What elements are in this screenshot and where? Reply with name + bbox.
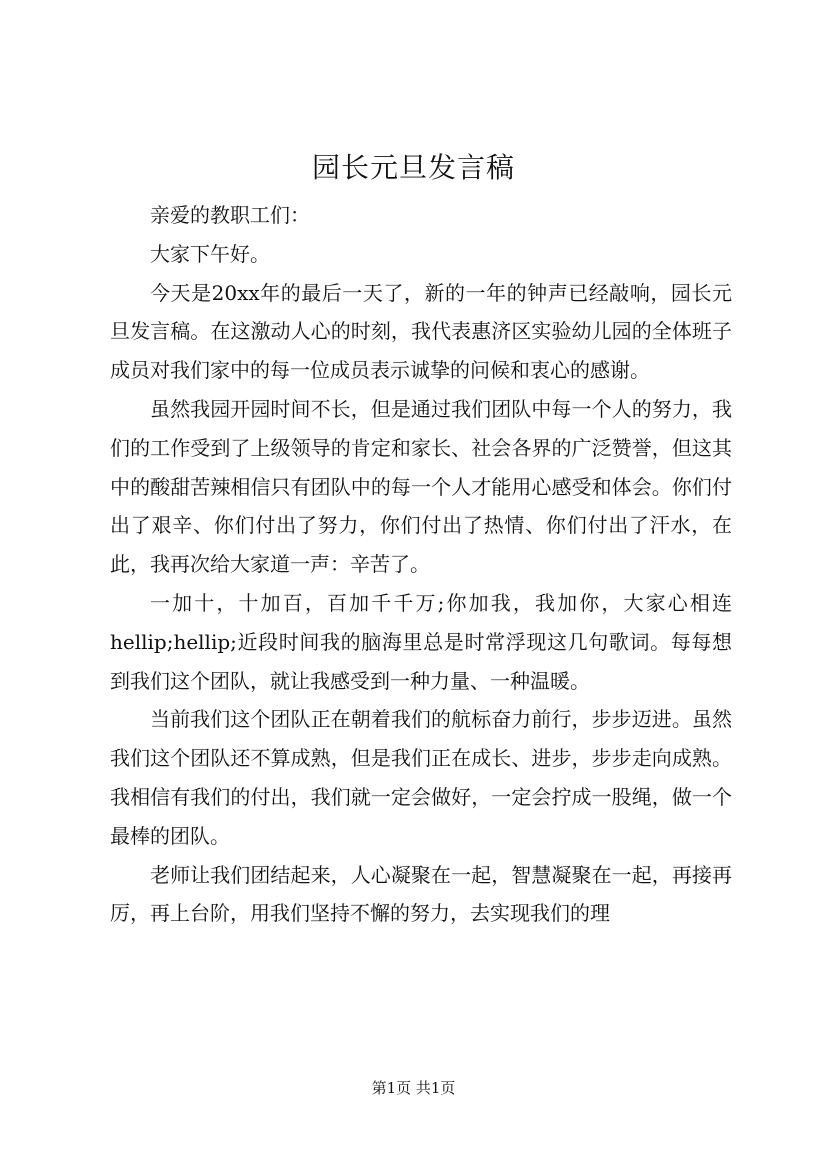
page-number-footer: 第1页 共1页 <box>371 1079 456 1097</box>
salutation-paragraph: 亲爱的教职工们： <box>150 203 310 227</box>
body-paragraph: 当前我们这个团队正在朝着我们的航标奋力前行，步步迈进。虽然我们这个团队还不算成熟，但是我们正在成长、进步，步步走向成熟。我相信有我们的付出，我们就一定会做好，一定会拧成一股绳，做一个最棒的团队。 <box>110 707 732 848</box>
body-paragraph: 虽然我园开园时间不长，但是通过我们团队中每一个人的努力，我们的工作受到了上级领导的肯定和家长、社会各界的广泛赞誉，但这其中的酸甜苦辣相信只有团队中的每一个人才能用心感受和体会。你们付出了艰辛、你们付出了努力，你们付出了热情、你们付出了汗水，在此，我再次给大家道一声：辛苦了。 <box>110 396 732 577</box>
document-body <box>110 196 732 933</box>
greeting-paragraph: 大家下午好。 <box>150 241 270 266</box>
body-paragraph: 今天是20xx年的最后一天了，新的一年的钟声已经敲响，园长元旦发言稿。在这激动人心的时刻，我代表惠济区实验幼儿园的全体班子成员对我们家中的每一位成员表示诚挚的问候和衷心的感谢。 <box>110 280 732 383</box>
body-paragraph: 一加十，十加百，百加千千万;你加我，我加你，大家心相连 hellip;hellip;近段时间我的脑海里总是时常浮现这几句歌词。每每想到我们这个团队，就让我感受到一种力量、一种温暖。 <box>110 590 732 693</box>
body-paragraph: 老师让我们团结起来，人心凝聚在一起，智慧凝聚在一起，再接再厉，再上台阶，用我们坚持不懈的努力，去实现我们的理 <box>110 862 732 926</box>
document-title: 园长元旦发言稿 <box>311 151 515 184</box>
